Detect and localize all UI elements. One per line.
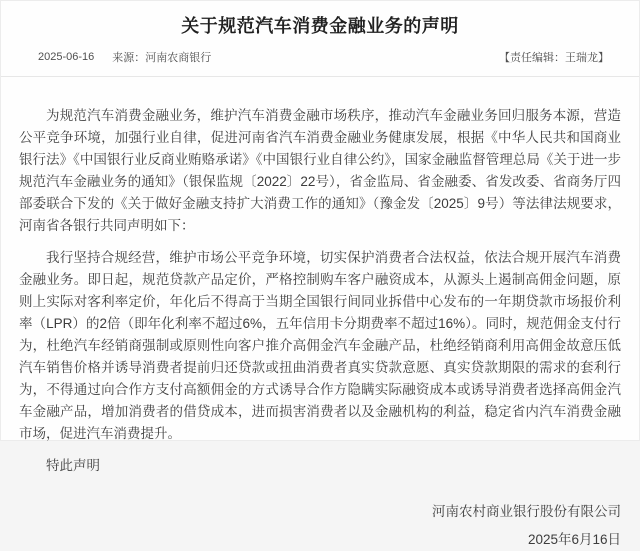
source-label: 来源：河南农商银行 bbox=[112, 52, 212, 64]
signature-date: 2025年6月16日 bbox=[527, 532, 621, 547]
editor-label: 【责任编辑：王瑞龙】 bbox=[499, 52, 609, 64]
meta-row bbox=[1, 49, 639, 65]
page-title: 关于规范汽车消费金融业务的声明 bbox=[181, 16, 459, 36]
paragraph-intro: 为规范汽车消费金融业务，维护汽车消费金融市场秩序，推动汽车金融业务回归服务本源，营造公平竞争环境，加强行业自律，促进河南省汽车消费金融业务健康发展，根据《中华人民共和国商业银行法》《中国银行业反商业贿赂承诺》《中国银行业自律公约》，国家金融监督管理总局《关于进一步规范汽车金融业务的通知》（银保监规〔2022〕22号），省金监局、省金融委、省发改委、省商务厅四部委联合下发的《关于做好金融支持扩大消费工作的通知》（豫金发〔2025〕9号）等法律法规要求，河南省各银行共同声明如下： bbox=[19, 108, 621, 233]
paragraph-statement: 我行坚持合规经营，维护市场公平竞争环境，切实保护消费者合法权益，依法合规开展汽车消费金融业务。即日起，规范贷款产品定价，严格控制购车客户融资成本，从源头上遏制高佣金问题，原则上实际对客利率定价，年化后不得高于当期全国银行间同业拆借中心发布的一年期贷款市场报价利率（LPR）的2倍（即年化利率不超过6%，五年信用卡分期费率不超过16%）。同时，规范佣金支付行为，杜绝汽车经销商强制或原则性向客户推介高佣金汽车金融产品，杜绝经销商利用高佣金故意压低汽车销售价格并诱导消费者提前归还贷款或扭曲消费者真实贷款意愿、真实贷款期限的需求的套利行为，不得通过向合作方支付高额佣金的方式诱导合作方隐瞒实际融资成本或诱导消费者选择高佣金汽车金融产品，增加消费者的借贷成本，进而损害消费者以及金融机构的利益，稳定省内汽车消费金融市场，促进汽车消费提升。 bbox=[19, 250, 621, 441]
paragraph-closing: 特此声明 bbox=[46, 458, 100, 473]
article-body bbox=[1, 85, 639, 551]
signature-company: 河南农村商业银行股份有限公司 bbox=[432, 504, 621, 519]
article-header bbox=[1, 1, 639, 77]
header-divider bbox=[1, 76, 639, 77]
publish-date: 2025-06-16 bbox=[38, 51, 95, 63]
